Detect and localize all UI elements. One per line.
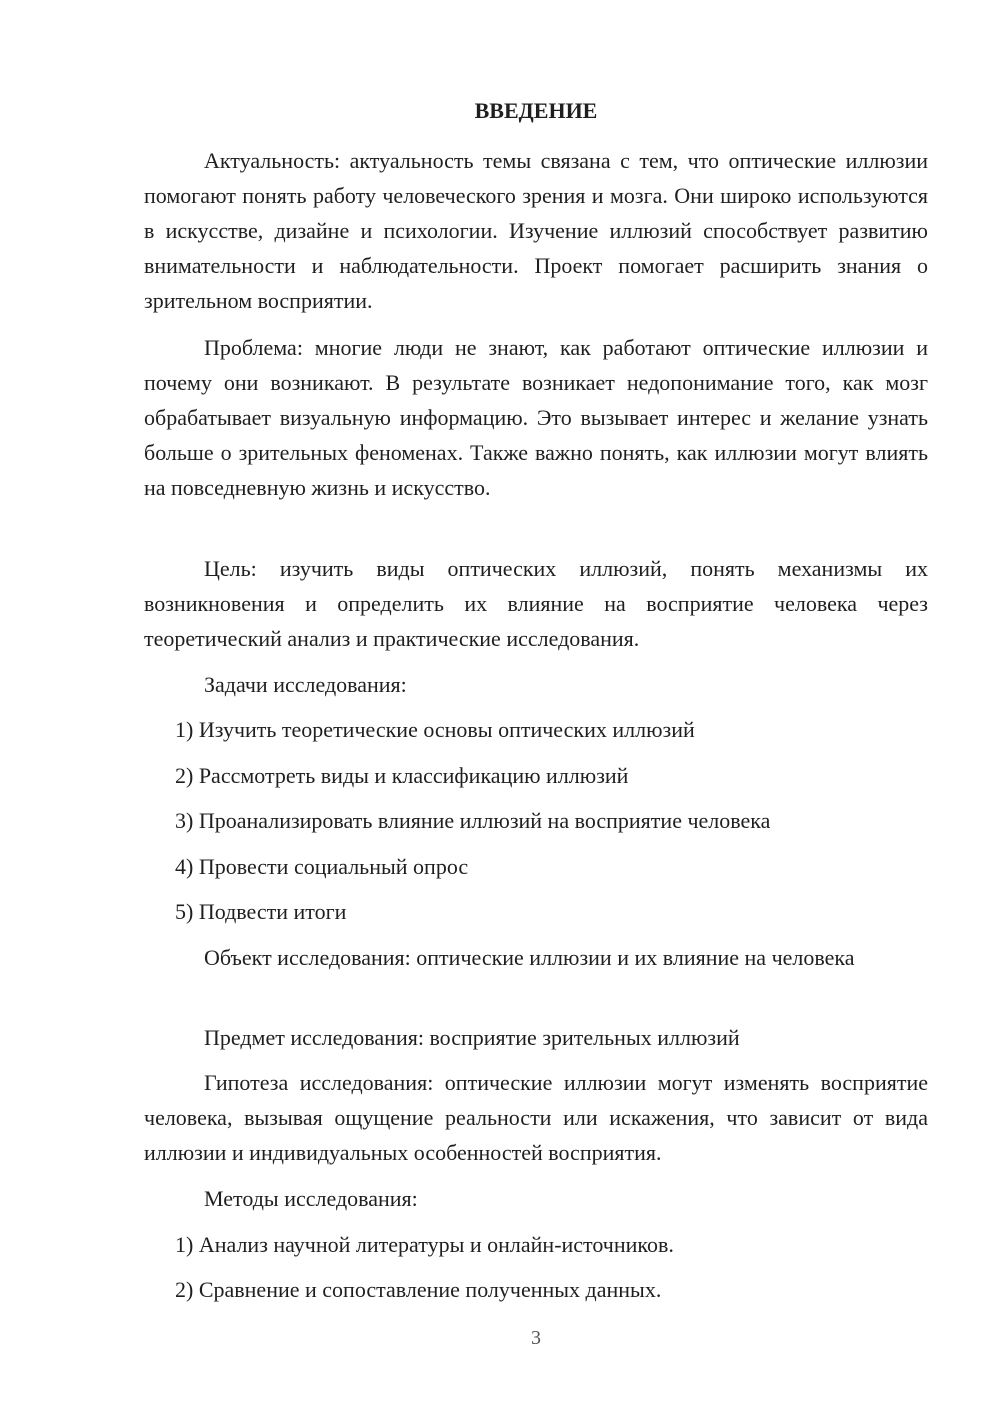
method-item: 1) Анализ научной литературы и онлайн-источников. [175, 1232, 674, 1257]
tasks-heading: Задачи исследования: [204, 672, 407, 697]
subject-paragraph: Предмет исследования: восприятие зрительных иллюзий [204, 1025, 740, 1050]
relevance-paragraph: Актуальность: актуальность темы связана с тем, что оптические иллюзии помогают понять работу человеческого зрения и мозга. Они широко используются в искусстве, дизайне и психологии. Изучение иллюзий способствует развитию внимательности и наблюдательности. Проект помогает расширить знания о зрительном восприятии. [144, 148, 928, 313]
page-number: 3 [531, 1327, 541, 1349]
goal-paragraph: Цель: изучить виды оптических иллюзий, понять механизмы их возникновения и определить их влияние на восприятие человека через теоретический анализ и практические исследования. [144, 556, 928, 651]
problem-paragraph: Проблема: многие люди не знают, как работают оптические иллюзии и почему они возникают. В результате возникает недопонимание того, как мозг обрабатывает визуальную информацию. Это вызывает интерес и желание узнать больше о зрительных феноменах. Также важно понять, как иллюзии могут влиять на повседневную жизнь и искусство. [144, 335, 928, 500]
task-item: 4) Провести социальный опрос [175, 854, 469, 879]
hypothesis-paragraph: Гипотеза исследования: оптические иллюзии могут изменять восприятие человека, вызывая ощущение реальности или искажения, что зависит от вида иллюзии и индивидуальных особенностей восприятия. [144, 1070, 928, 1165]
task-item: 3) Проанализировать влияние иллюзий на восприятие человека [175, 808, 771, 833]
task-item: 5) Подвести итоги [175, 899, 347, 924]
task-item: 2) Рассмотреть виды и классификацию иллюзий [175, 763, 629, 788]
methods-heading: Методы исследования: [204, 1186, 418, 1211]
method-item: 2) Сравнение и сопоставление полученных данных. [175, 1277, 662, 1302]
task-item: 1) Изучить теоретические основы оптических иллюзий [175, 717, 695, 742]
page-title: ВВЕДЕНИЕ [474, 98, 598, 123]
object-paragraph: Объект исследования: оптические иллюзии и их влияние на человека [204, 945, 855, 970]
